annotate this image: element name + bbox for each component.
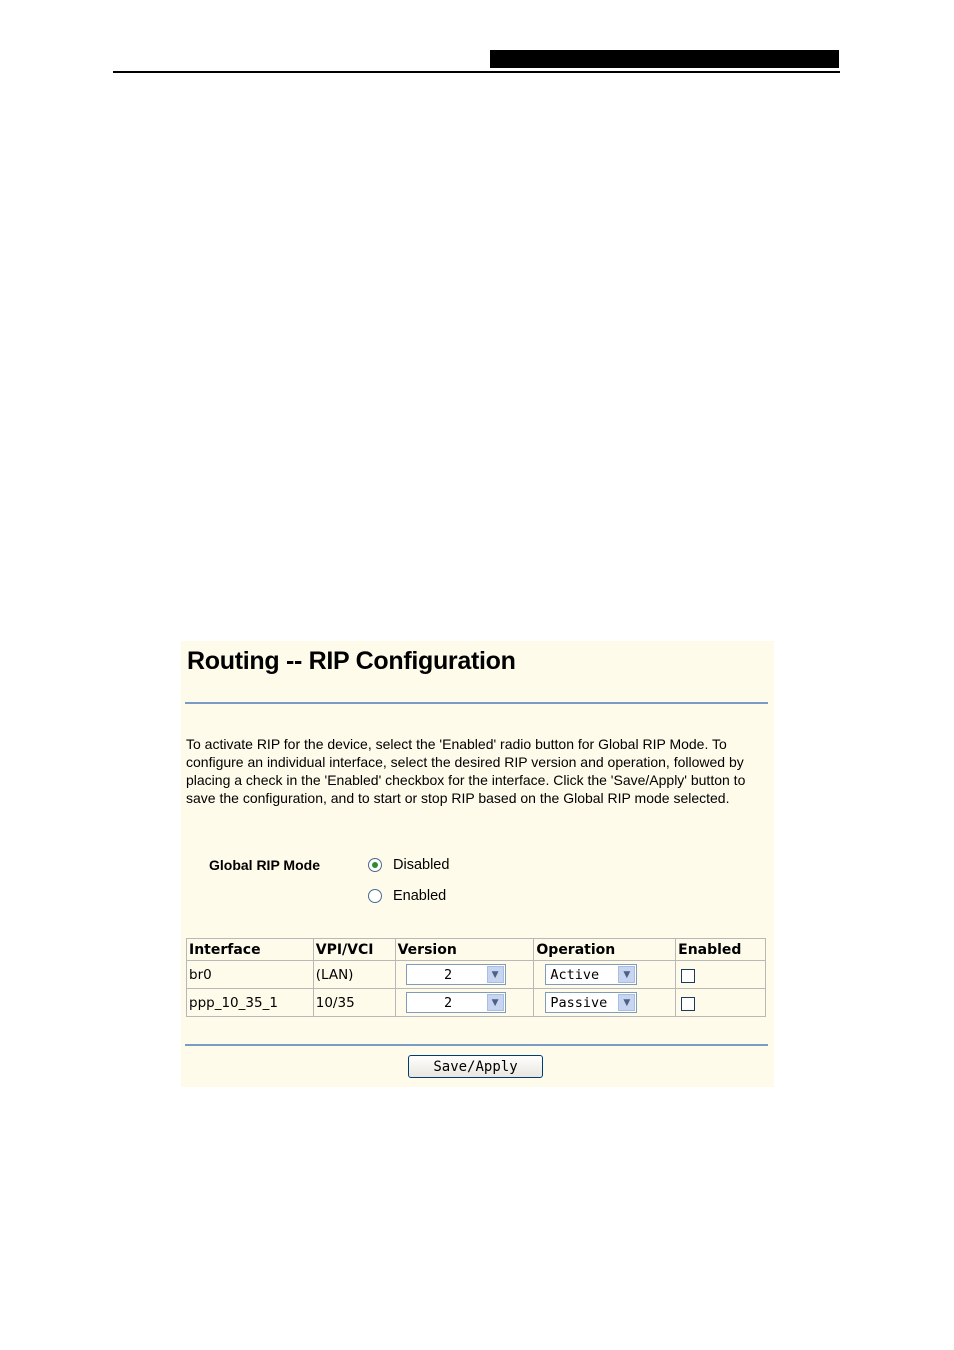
cell-interface: ppp_10_35_1 bbox=[187, 989, 314, 1017]
chevron-down-icon[interactable]: ▼ bbox=[487, 994, 504, 1011]
radio-enabled[interactable] bbox=[368, 888, 446, 904]
chevron-down-icon[interactable]: ▼ bbox=[618, 994, 635, 1011]
cell-operation bbox=[534, 961, 676, 989]
radio-enabled-label: Enabled bbox=[393, 888, 447, 904]
cell-interface: br0 bbox=[187, 961, 314, 989]
radio-icon[interactable] bbox=[368, 889, 382, 903]
table-row bbox=[187, 961, 766, 989]
top-divider bbox=[185, 702, 768, 704]
checkbox-icon[interactable] bbox=[681, 997, 695, 1011]
version-value: 2 bbox=[444, 994, 453, 1011]
cell-enabled bbox=[676, 989, 766, 1017]
radio-disabled[interactable] bbox=[368, 857, 449, 873]
operation-select[interactable] bbox=[545, 992, 637, 1013]
cell-version bbox=[395, 961, 534, 989]
radio-icon[interactable] bbox=[368, 858, 382, 872]
header-rule bbox=[113, 71, 840, 73]
col-enabled: Enabled bbox=[676, 939, 766, 961]
cell-vpi-vci: (LAN) bbox=[313, 961, 395, 989]
col-interface: Interface bbox=[187, 939, 314, 961]
col-operation: Operation bbox=[534, 939, 676, 961]
chevron-down-icon[interactable]: ▼ bbox=[487, 966, 504, 983]
global-rip-mode-label: Global RIP Mode bbox=[209, 857, 320, 873]
operation-value: Passive bbox=[550, 994, 608, 1011]
operation-value: Active bbox=[550, 966, 600, 983]
cell-vpi-vci: 10/35 bbox=[313, 989, 395, 1017]
checkbox-icon[interactable] bbox=[681, 969, 695, 983]
bottom-divider bbox=[185, 1044, 768, 1046]
cell-enabled bbox=[676, 961, 766, 989]
version-select[interactable] bbox=[406, 992, 506, 1013]
col-version: Version bbox=[395, 939, 534, 961]
cell-operation bbox=[534, 989, 676, 1017]
operation-select[interactable] bbox=[545, 964, 637, 985]
save-apply-button[interactable]: Save/Apply bbox=[408, 1055, 543, 1078]
interface-table bbox=[186, 938, 766, 1017]
version-select[interactable] bbox=[406, 964, 506, 985]
page-title: Routing -- RIP Configuration bbox=[187, 647, 516, 675]
table-row bbox=[187, 989, 766, 1017]
page-description: To activate RIP for the device, select the 'Enabled' radio button for Global RIP Mode. To configure an individual interface, select the desired RIP version and operation, followed by placing a check in the 'Enabled' checkbox for the interface. Click the 'Save/Apply' button to save the configuration, and to start or stop RIP based on the Global RIP mode selected. bbox=[186, 736, 746, 806]
cell-version bbox=[395, 989, 534, 1017]
rip-config-panel bbox=[181, 641, 774, 1087]
chevron-down-icon[interactable]: ▼ bbox=[618, 966, 635, 983]
col-vpi-vci: VPI/VCI bbox=[313, 939, 395, 961]
version-value: 2 bbox=[444, 966, 453, 983]
radio-disabled-label: Disabled bbox=[393, 857, 450, 873]
header-bar bbox=[490, 50, 839, 68]
table-header-row bbox=[187, 939, 766, 961]
